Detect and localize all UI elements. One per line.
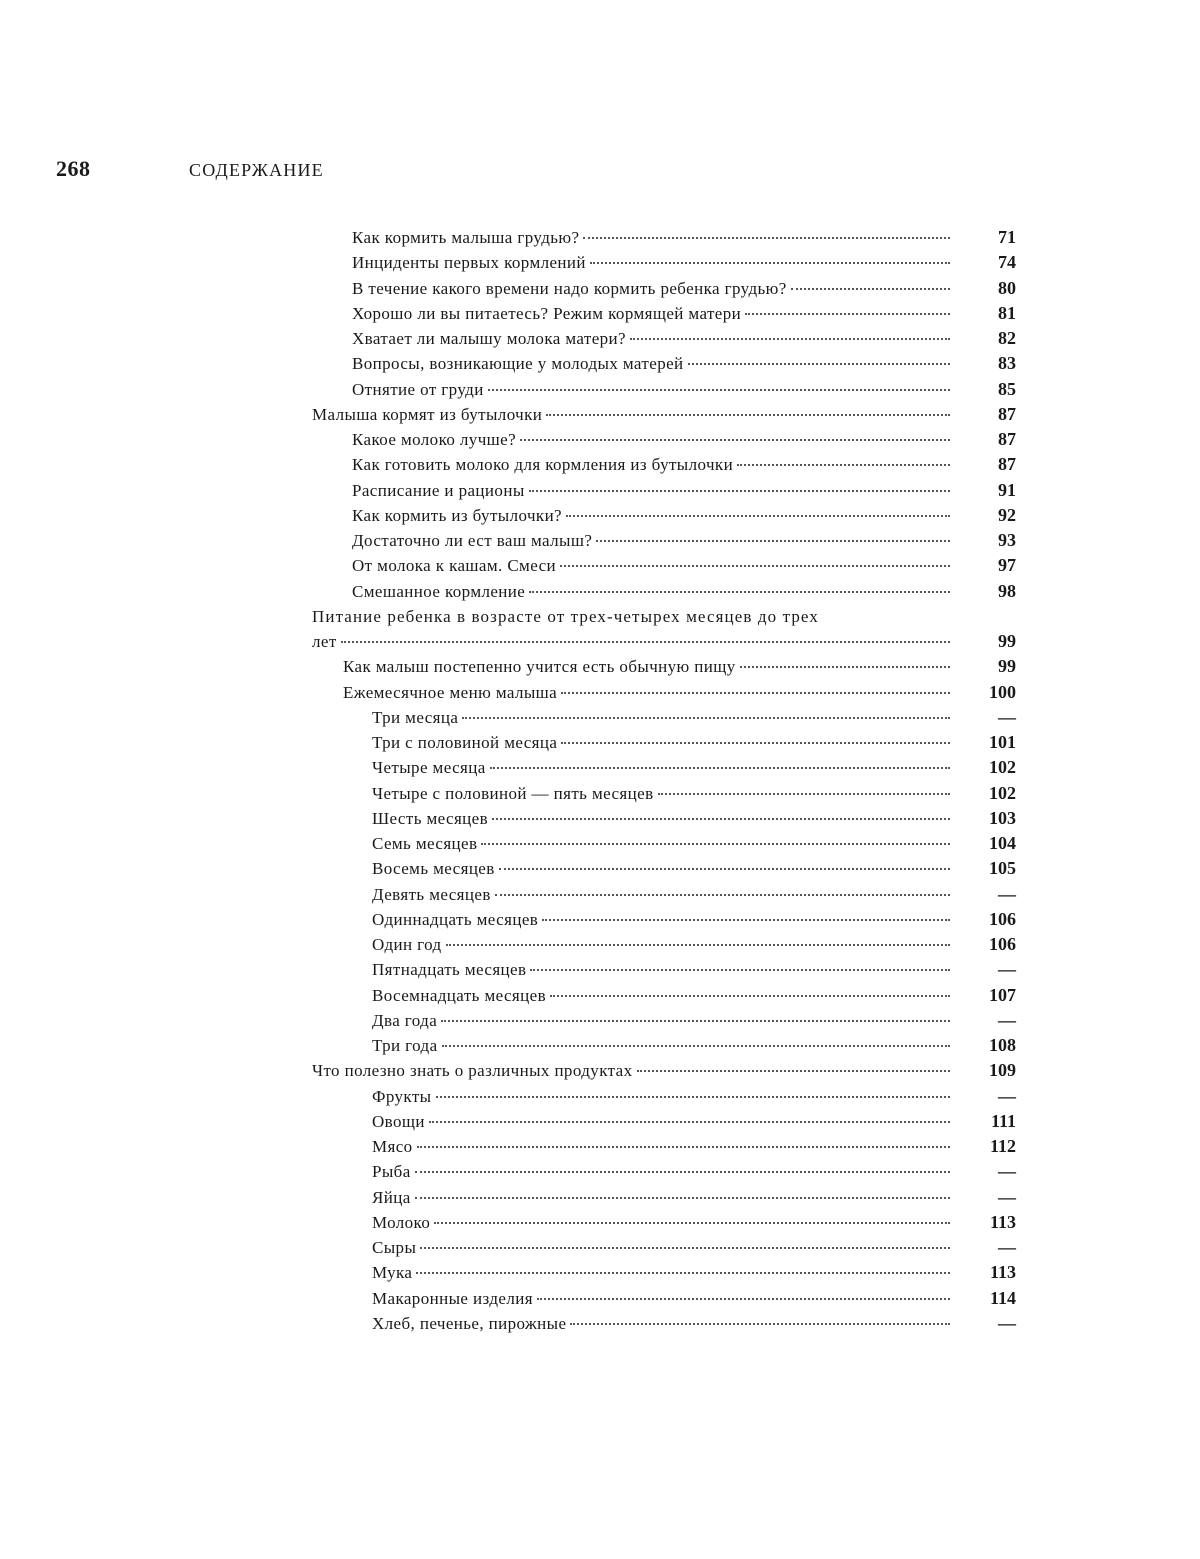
- toc-entry-line: [312, 1058, 950, 1083]
- toc-entry-title: Расписание и рационы: [352, 480, 525, 500]
- toc-entry-page: 87: [998, 429, 1016, 449]
- dot-leader: [688, 363, 950, 365]
- toc-entry-title: Хватает ли малышу молока матери?: [352, 329, 626, 348]
- toc-entry-title: От молока к кашам. Смеси: [352, 556, 557, 576]
- toc-entry: [0, 528, 1200, 553]
- toc-entry-line: [312, 629, 950, 654]
- toc-entry: [0, 1185, 1200, 1210]
- toc-entry-line: [372, 1033, 950, 1058]
- toc-entry: [0, 856, 1200, 881]
- toc-entry-title: Пятнадцать месяцев: [372, 960, 527, 980]
- toc-entry-line: [352, 276, 950, 301]
- toc-entry-line: [372, 983, 950, 1008]
- toc-entry-page: 100: [989, 681, 1016, 702]
- toc-entry: [0, 831, 1200, 856]
- toc-entry-page: 74: [998, 252, 1016, 273]
- toc-entry-title: Малыша кормят из бутылочки: [312, 404, 543, 424]
- toc-entry-line: [352, 225, 950, 250]
- dot-leader: [596, 540, 950, 542]
- toc-entry-title: Макаронные изделия: [372, 1288, 533, 1308]
- toc-entry-line: [352, 377, 950, 402]
- toc-entry-page: 92: [998, 504, 1016, 525]
- dot-leader: [429, 1121, 950, 1123]
- toc-entry: [0, 654, 1200, 679]
- dot-leader: [529, 591, 950, 593]
- toc-entry-page: 91: [998, 479, 1016, 500]
- toc-entry-page: 102: [989, 782, 1016, 803]
- toc-entry-page: 109: [989, 1060, 1016, 1081]
- toc-entry-line: [372, 882, 950, 907]
- toc-entry-line: [312, 402, 950, 427]
- dot-leader: [481, 843, 950, 845]
- dot-leader: [583, 237, 950, 239]
- toc-entry-title: Как малыш постепенно учится есть обычную пищу: [343, 657, 736, 677]
- dot-leader: [490, 767, 950, 769]
- toc-entry-page: 87: [998, 454, 1016, 475]
- dot-leader: [740, 666, 950, 668]
- page-header: [56, 156, 956, 188]
- toc-entry: [0, 1159, 1200, 1184]
- toc-entry: [0, 377, 1200, 402]
- toc-entry-page: 107: [989, 984, 1016, 1005]
- toc-entry-page: 99: [998, 656, 1016, 677]
- toc-entry-line: [372, 831, 950, 856]
- dot-leader: [550, 995, 950, 997]
- dot-leader: [542, 919, 950, 921]
- toc-entry-title: Четыре с половиной — пять месяцев: [372, 783, 654, 803]
- toc-entry-page: 101: [989, 732, 1016, 752]
- toc-entry: [0, 1084, 1200, 1109]
- toc-entry-title: Восемь месяцев: [372, 859, 495, 879]
- toc-entry-title: Смешанное кормление: [352, 581, 526, 601]
- toc-entry: [0, 452, 1200, 477]
- toc-entry-title: Что полезно знать о различных продуктах: [312, 1061, 633, 1081]
- toc-entry-title: Хлеб, печенье, пирожные: [372, 1313, 567, 1333]
- dot-leader: [520, 439, 950, 441]
- toc-entry-line: [372, 730, 950, 755]
- toc-entry-page: 87: [998, 403, 1016, 424]
- dot-leader: [462, 717, 950, 719]
- toc-entry-line: [352, 478, 950, 503]
- toc-entry-page: 113: [989, 1211, 1016, 1232]
- toc-entry-line: [352, 503, 950, 528]
- toc-entry: [0, 301, 1200, 326]
- dot-leader: [637, 1070, 950, 1072]
- toc-entry-page: 82: [998, 328, 1016, 348]
- dot-leader: [417, 1146, 950, 1148]
- toc-entry-title: Мясо: [372, 1137, 413, 1156]
- toc-entry-line: [372, 705, 950, 730]
- toc-entry-page: 112: [989, 1136, 1016, 1156]
- dot-leader: [441, 1020, 950, 1022]
- toc-entry: [0, 225, 1200, 250]
- toc-entry: [0, 1235, 1200, 1260]
- toc-entry-line: [352, 326, 950, 351]
- toc-entry-title: В течение какого времени надо кормить ребенка грудью?: [352, 278, 787, 298]
- dot-leader: [570, 1323, 950, 1325]
- dot-leader: [791, 288, 950, 290]
- toc-entry-page: —: [998, 1312, 1016, 1333]
- toc-entry-page: 85: [998, 378, 1016, 399]
- toc-entry-line: [352, 351, 950, 376]
- toc-entry-title: Один год: [372, 935, 442, 954]
- dot-leader: [566, 515, 950, 517]
- toc-entry-line: [352, 427, 950, 452]
- dot-leader: [488, 389, 950, 391]
- dot-leader: [630, 338, 950, 340]
- toc-entry-title: Молоко: [372, 1212, 431, 1232]
- toc-entry-line: [372, 781, 950, 806]
- dot-leader: [415, 1197, 950, 1199]
- toc-entry-line: [352, 301, 950, 326]
- toc-entry: [0, 351, 1200, 376]
- toc-entry-page: —: [998, 1161, 1016, 1182]
- toc-entry-page: 103: [989, 807, 1016, 828]
- toc-entry: [0, 1008, 1200, 1033]
- toc-entry-line: [352, 528, 950, 553]
- toc-entry-title: Два года: [372, 1010, 438, 1030]
- toc-entry-page: —: [998, 1186, 1016, 1207]
- toc-entry-page: 111: [990, 1110, 1016, 1131]
- dot-leader: [529, 490, 950, 492]
- toc-entry-line: [372, 1084, 950, 1109]
- toc-entry: [0, 983, 1200, 1008]
- toc-entry-title: Инциденты первых кормлений: [352, 253, 586, 273]
- dot-leader: [436, 1096, 951, 1098]
- dot-leader: [416, 1272, 950, 1274]
- toc-entry-title: Восемнадцать месяцев: [372, 985, 547, 1005]
- toc-entry-page: —: [998, 883, 1016, 904]
- toc-entry-wrap-line: [0, 604, 1200, 629]
- toc-entry: [0, 478, 1200, 503]
- toc-entry-page: 80: [998, 277, 1016, 298]
- toc-entry-title: Питание ребенка в возрасте от трех-четырех месяцев до трех: [312, 606, 819, 626]
- toc-entry: [0, 503, 1200, 528]
- toc-entry: [0, 1134, 1200, 1159]
- toc-entry-page: 83: [998, 353, 1016, 374]
- page-number: 268: [56, 156, 91, 181]
- toc-entry-page: 108: [989, 1035, 1016, 1055]
- toc-entry: [0, 705, 1200, 730]
- toc-entry-page: 98: [998, 580, 1016, 601]
- toc-entry: [0, 1109, 1200, 1134]
- toc-entry-title: Шесть месяцев: [372, 808, 489, 828]
- toc-entry-title: Рыба: [372, 1162, 411, 1182]
- toc-entry-page: —: [998, 959, 1016, 980]
- toc-entry-title: Три с половиной месяца: [372, 733, 558, 752]
- dot-leader: [737, 464, 950, 466]
- toc-entry-line: [372, 1235, 950, 1260]
- toc-entry-title: Девять месяцев: [372, 884, 491, 904]
- toc-entry-line: [352, 452, 950, 477]
- toc-entry-line: [372, 1008, 950, 1033]
- toc-entry: [0, 553, 1200, 578]
- dot-leader: [442, 1045, 950, 1047]
- toc-entry: [0, 680, 1200, 705]
- toc-entry-title: Овощи: [372, 1111, 425, 1131]
- toc-entry-line: [352, 579, 950, 604]
- dot-leader: [492, 818, 950, 820]
- toc-entry-page: 106: [989, 908, 1016, 929]
- toc-entry-line: [352, 553, 950, 578]
- toc-entry-title: Как кормить малыша грудью?: [352, 228, 580, 247]
- toc-entry: [0, 806, 1200, 831]
- toc-entry-title: Как кормить из бутылочки?: [352, 505, 563, 525]
- toc-entry: [0, 1058, 1200, 1083]
- toc-entry-line: [372, 957, 950, 982]
- toc-entry-line: [372, 1311, 950, 1336]
- toc-entry: [0, 427, 1200, 452]
- toc-entry-page: 105: [989, 858, 1016, 879]
- toc-entry: [0, 907, 1200, 932]
- toc-entry-line: [372, 1185, 950, 1210]
- toc-entry-line: [372, 907, 950, 932]
- toc-entry-page: 93: [998, 530, 1016, 550]
- toc-entry: [0, 882, 1200, 907]
- toc-entry: [0, 957, 1200, 982]
- toc-entry-title: Яйца: [372, 1187, 411, 1207]
- toc-entry: [0, 730, 1200, 755]
- dot-leader: [560, 565, 950, 567]
- toc-entry: [0, 1033, 1200, 1058]
- toc-entry-line: [372, 856, 950, 881]
- dot-leader: [561, 742, 950, 744]
- toc-entry: [0, 781, 1200, 806]
- toc-entry-page: 106: [989, 934, 1016, 954]
- toc-entry-line: [372, 1109, 950, 1134]
- dot-leader: [537, 1298, 950, 1300]
- toc-entry-title: лет: [312, 632, 337, 651]
- toc-entry-page: 113: [989, 1262, 1016, 1283]
- dot-leader: [546, 414, 950, 416]
- toc-entry-line: [352, 250, 950, 275]
- toc-entry-title: Вопросы, возникающие у молодых матерей: [352, 354, 684, 374]
- toc-entry-title: Три года: [372, 1036, 438, 1055]
- toc-entry-line: [372, 1210, 950, 1235]
- toc-entry: [0, 402, 1200, 427]
- toc-entry-line: [372, 1159, 950, 1184]
- toc-entry-title: Семь месяцев: [372, 834, 478, 853]
- toc-entry-page: 114: [989, 1287, 1016, 1308]
- toc-entry-line: [372, 932, 950, 957]
- toc-entry-page: —: [998, 1237, 1016, 1257]
- dot-leader: [420, 1247, 950, 1249]
- dot-leader: [434, 1222, 950, 1224]
- toc-entry-title: Какое молоко лучше?: [352, 430, 517, 449]
- dot-leader: [530, 969, 950, 971]
- toc-entry-title: Отнятие от груди: [352, 379, 484, 399]
- dot-leader: [590, 262, 950, 264]
- toc-entry-page: —: [998, 1009, 1016, 1030]
- toc-entry-line: [372, 755, 950, 780]
- toc-entry-title: Как готовить молоко для кормления из бутылочки: [352, 455, 734, 475]
- dot-leader: [495, 894, 950, 896]
- toc-entry-title: Ежемесячное меню малыша: [343, 682, 558, 702]
- dot-leader: [561, 692, 950, 694]
- toc-entry-title: Хорошо ли вы питаетесь? Режим кормящей матери: [352, 303, 742, 323]
- toc-entry-title: Четыре месяца: [372, 758, 486, 778]
- toc-entry-line: [372, 1260, 950, 1285]
- toc-entry: [0, 579, 1200, 604]
- toc-entry-title: Сыры: [372, 1238, 417, 1257]
- toc-entry: [0, 276, 1200, 301]
- toc-entry-line: [372, 806, 950, 831]
- toc-entry-line: [372, 1134, 950, 1159]
- toc-entry: [0, 326, 1200, 351]
- dot-leader: [415, 1171, 950, 1173]
- toc-entry-line: [343, 654, 950, 679]
- running-title: СОДЕРЖАНИЕ: [189, 160, 324, 180]
- toc-entry-page: —: [998, 1085, 1016, 1106]
- toc-entry-title: Достаточно ли ест ваш малыш?: [352, 531, 593, 550]
- toc-entry: [0, 1260, 1200, 1285]
- dot-leader: [446, 944, 950, 946]
- toc-entry-line: [372, 1286, 950, 1311]
- dot-leader: [745, 313, 950, 315]
- toc-entry: [0, 755, 1200, 780]
- toc-entry-title: Фрукты: [372, 1086, 432, 1106]
- toc-entry: [0, 250, 1200, 275]
- toc-entry-title: Мука: [372, 1263, 413, 1283]
- dot-leader: [341, 641, 950, 643]
- toc-entry-page: 81: [998, 302, 1016, 323]
- toc-entry-line: [343, 680, 950, 705]
- toc-entry: [0, 1210, 1200, 1235]
- toc-entry-page: 97: [998, 555, 1016, 576]
- toc-entry-title: Три месяца: [372, 707, 459, 727]
- toc-entry-page: —: [998, 706, 1016, 727]
- toc-entry-page: 99: [998, 631, 1016, 651]
- toc-entry-page: 71: [998, 227, 1016, 247]
- toc-entry-title: Одиннадцать месяцев: [372, 909, 539, 929]
- dot-leader: [658, 793, 950, 795]
- toc-entry: [0, 1286, 1200, 1311]
- toc-entry: [0, 1311, 1200, 1336]
- toc-entry: [0, 932, 1200, 957]
- toc-entry-page: 104: [989, 833, 1016, 853]
- toc-entry: [0, 629, 1200, 654]
- toc-entry-page: 102: [989, 757, 1016, 778]
- dot-leader: [499, 868, 950, 870]
